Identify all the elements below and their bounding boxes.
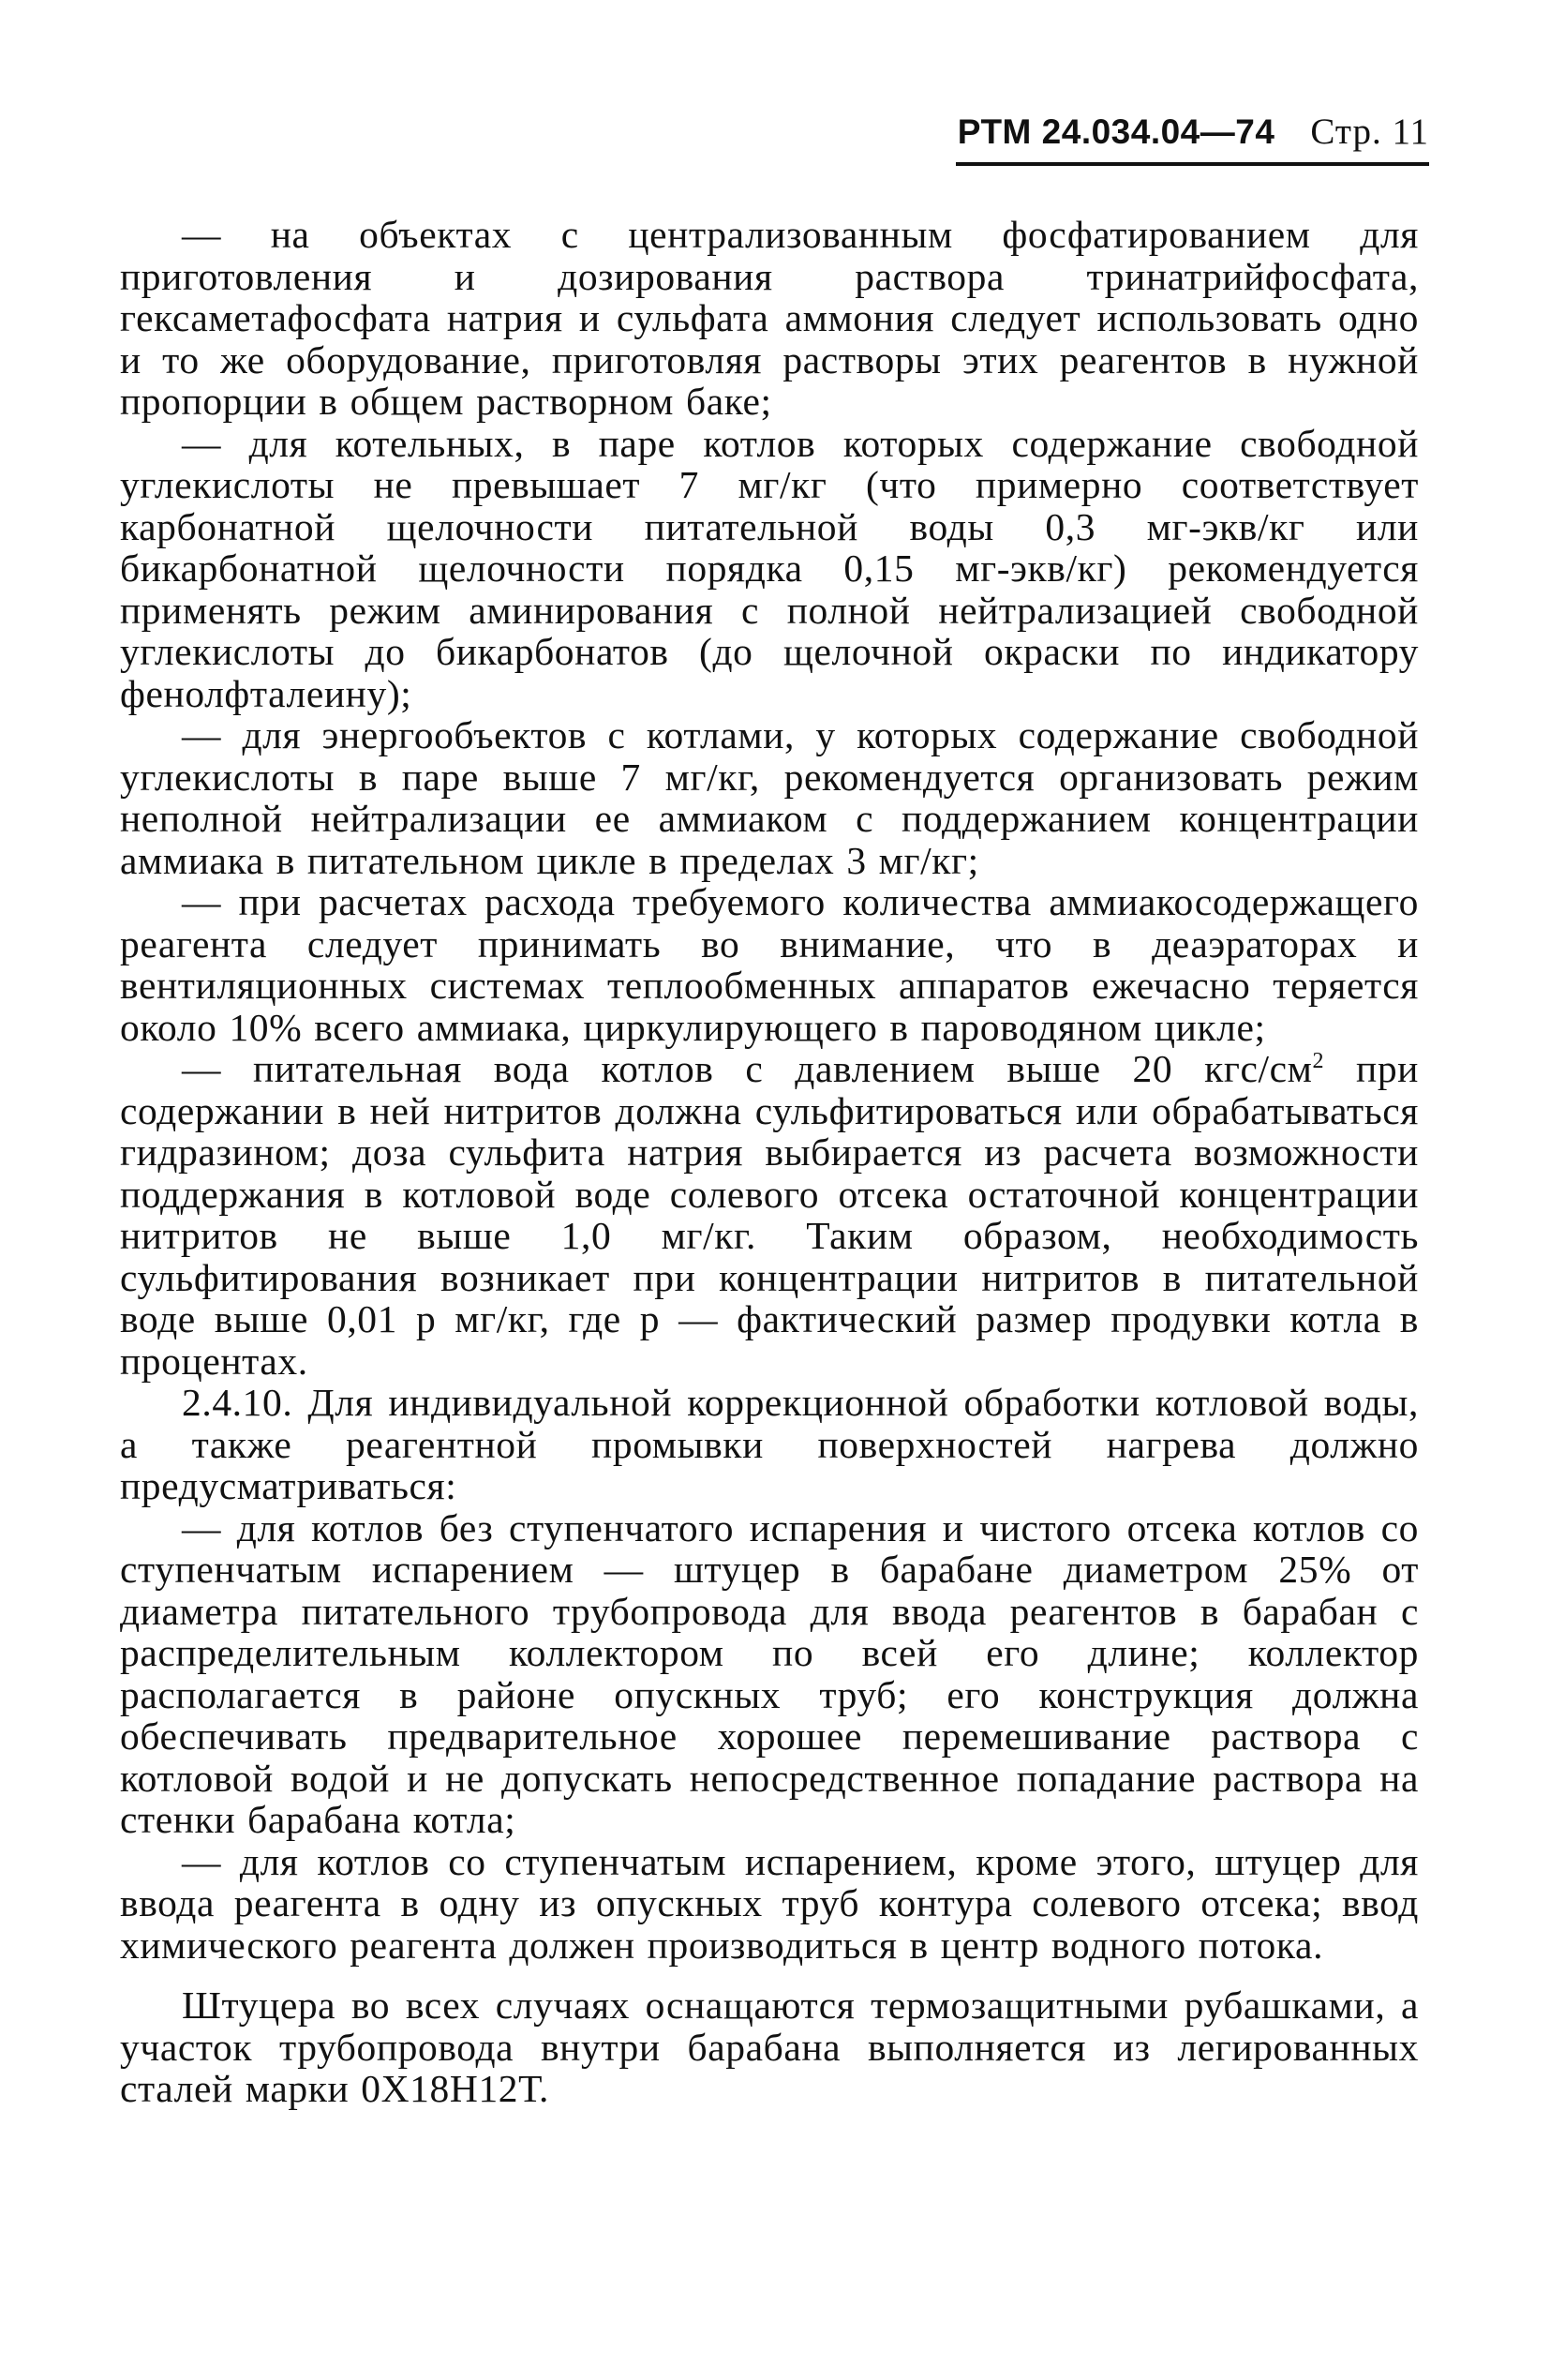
paragraph: — на объектах с централизованным фосфатированием для приготовления и дозирования раствора тринатрийфосфата, гексаметафосфата натрия и сульфата аммония следует использовать одно и то же оборудование, приготовляя растворы этих реагентов в нужной пропорции в общем растворном баке;: [120, 213, 1419, 423]
paragraph: — для энергообъектов с котлами, у которых содержание свободной углекислоты в паре выше 7 мг/кг, рекомендуется организовать режим неполной нейтрализации ее аммиаком с поддержанием концентрации аммиака в питательном цикле в пределах 3 мг/кг;: [120, 713, 1419, 882]
paragraph: — для котлов со ступенчатым испарением, кроме этого, штуцер для ввода реагента в одну из опускных труб контура солевого отсека; ввод химического реагента должен производиться в центр водного потока.: [120, 1839, 1419, 1967]
document-code: РТМ 24.034.04—74: [957, 112, 1275, 151]
paragraph: — для котельных, в паре котлов которых содержание свободной углекислоты не превышает 7 мг/кг (что примерно соответствует карбонатной щелочности питательной воды 0,3 мг-экв/кг или бикарбонатной щелочности порядка 0,15 мг-экв/кг) рекомендуется применять режим аминирования с полной нейтрализацией свободной углекислоты до бикарбонатов (до щелочной окраски по индикатору фенолфталеину);: [120, 421, 1419, 715]
superscript: 2: [1312, 1049, 1325, 1074]
paragraph: — для котлов без ступенчатого испарения и чистого отсека котлов со ступенчатым испарением — штуцер в барабане диаметром 25% от диаметра питательного трубопровода для ввода реагентов в барабан с распределительным коллектором по всей его длине; коллектор располагается в районе опускных труб; его конструкция должна обеспечивать предварительное хорошее перемешивание раствора с котловой водой и не допускать непосредственное попадание раствора на стенки барабана котла;: [120, 1505, 1419, 1841]
text-run: при содержании в ней нитритов должна сульфитироваться или обрабатываться гидразином; доза сульфита натрия выбирается из расчета возможности поддержания в котловой воде солевого отсека остаточной концентрации нитритов не выше 1,0 мг/кг. Таким образом, необходимость сульфитирования возникает при концентрации нитритов в питательной воде выше 0,01 р мг/кг, где р — фактический размер продувки котла в процентах.: [120, 1047, 1419, 1383]
closing-paragraph: Штуцера во всех случаях оснащаются термозащитными рубашками, а участок трубопровода внутри барабана выполняется из легированных сталей марки 0Х18Н12Т.: [120, 1983, 1419, 2110]
paragraph: [120, 1048, 1419, 1382]
section-paragraph: 2.4.10. Для индивидуальной коррекционной обработки котловой воды, а также реагентной промывки поверхностей нагрева должно предусматриваться:: [120, 1381, 1419, 1507]
text-run: — питательная вода котлов с давлением выше 20 кгс/см: [182, 1047, 1313, 1090]
page-header: [956, 111, 1429, 166]
page-body: [120, 214, 1419, 2110]
paragraph: — при расчетах расхода требуемого количества аммиакосодержащего реагента следует принимать во внимание, что в деаэраторах и вентиляционных системах теплообменных аппаратов ежечасно теряется около 10% всего аммиака, циркулирующего в пароводяном цикле;: [120, 880, 1419, 1049]
page-number: Стр. 11: [1310, 112, 1429, 152]
